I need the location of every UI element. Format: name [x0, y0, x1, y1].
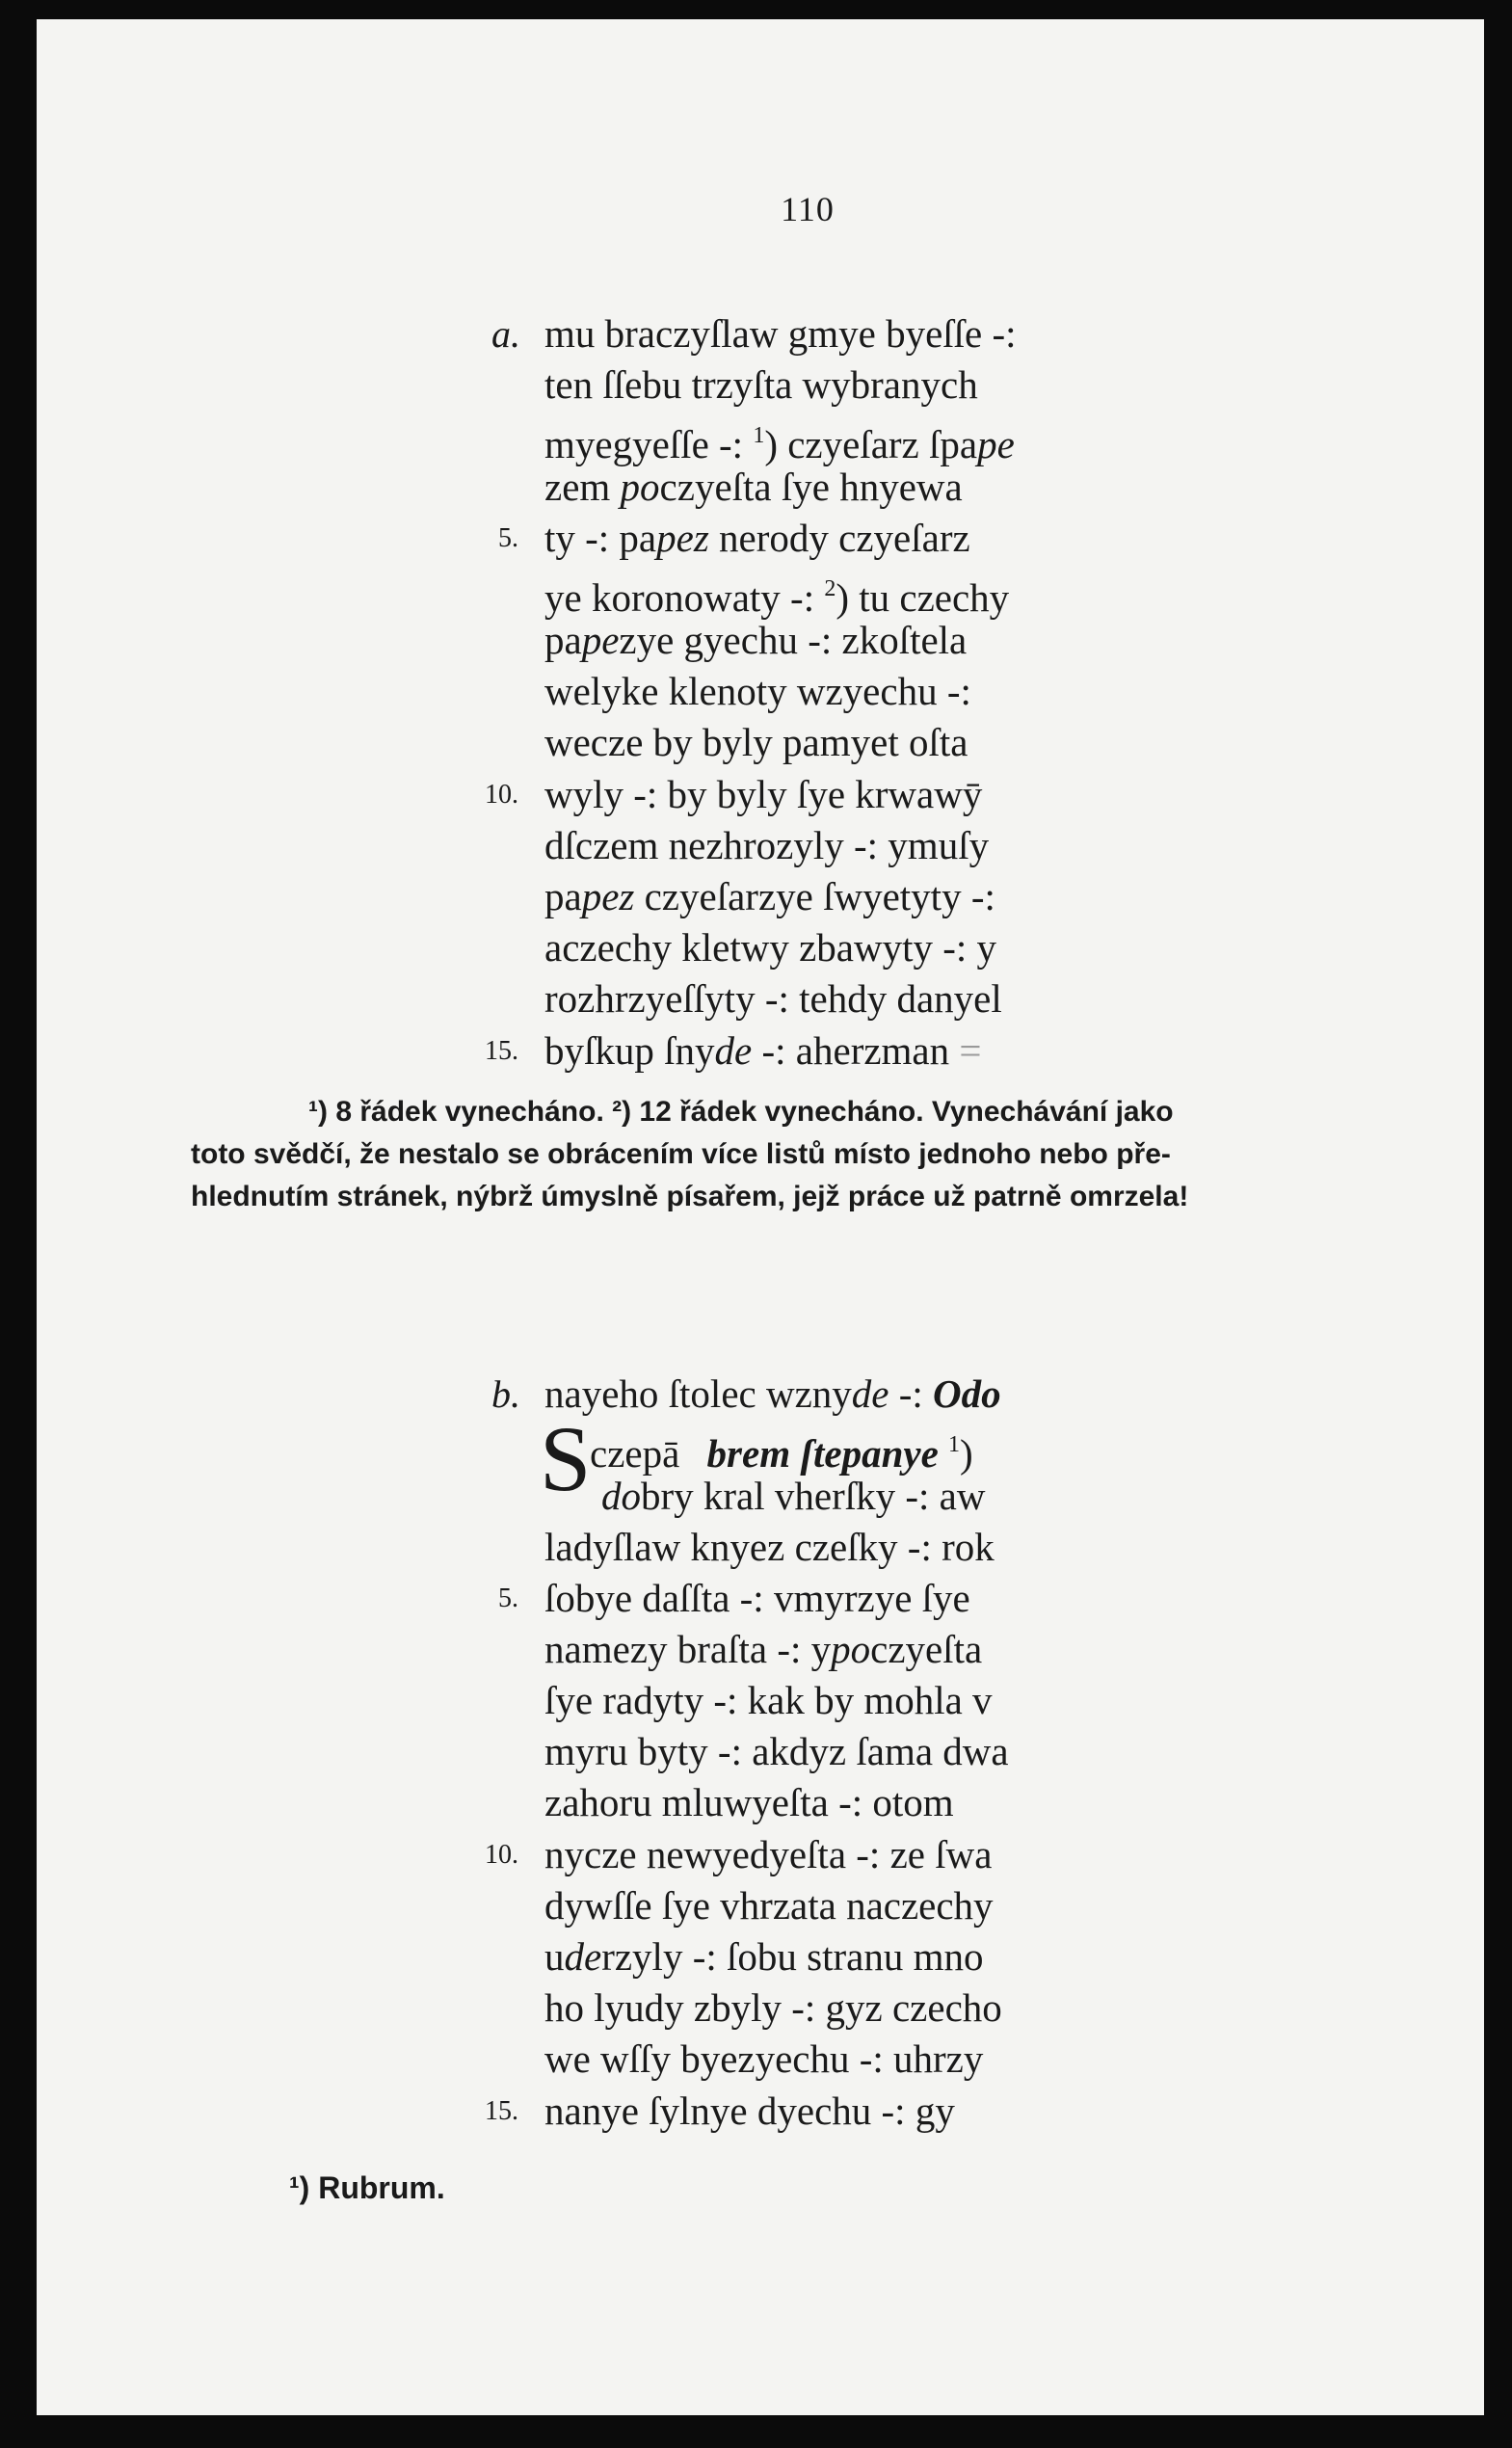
verse-line: papez czyeſarzye ſwyetyty -:	[544, 874, 995, 918]
line-number: 15.	[485, 2096, 518, 2126]
verse-line: namezy braſta -: ypoczyeſta	[544, 1627, 983, 1671]
section-a-mark: a.	[491, 312, 520, 356]
verse-line: ladyſlaw knyez czeſky -: rok	[544, 1525, 995, 1569]
verse-line: uderzyly -: ſobu stranu mno	[544, 1934, 984, 1979]
verse-line: ten ſſebu trzyſta wybranych	[544, 362, 978, 407]
verse-line: nanye ſylnye dyechu -: gy	[544, 2089, 955, 2133]
line-number: 5.	[498, 523, 518, 553]
verse-line: dywſſe ſye vhrzata naczechy	[544, 1883, 994, 1928]
verse-line: mu braczyſlaw gmye byeſſe -:	[544, 311, 1017, 356]
verse-line: myegyeſſe -: $^1$) czyeſarz ſpape	[544, 422, 1015, 466]
verse-line: dſczem nezhrozyly -: ymuſy	[544, 823, 990, 867]
footnote-line: ¹) 8 řádek vynecháno. ²) 12 řádek vynecháno. Vynechávání jako	[308, 1096, 1174, 1128]
footnote-line: toto svědčí, že nestalo se obrácením více listů místo jednoho nebo pře-	[191, 1138, 1171, 1170]
page-number: 110	[781, 190, 835, 228]
verse-line: zem poczyeſta ſye hnyewa	[544, 465, 963, 509]
drop-initial: S	[540, 1407, 592, 1510]
verse-line: czepā brem ſtepanye $^1$)	[590, 1431, 973, 1476]
verse-line: nycze newyedyeſta -: ze ſwa	[544, 1832, 993, 1876]
verse-line: wecze by byly pamyet oſta	[544, 720, 968, 764]
verse-line: ho lyudy zbyly -: gyz czecho	[544, 1985, 1002, 2030]
footnote-line: hlednutím stránek, nýbrž úmyslně písařem, jejž práce už patrně omrzela!	[191, 1181, 1189, 1212]
verse-line: aczechy kletwy zbawyty -: y	[544, 925, 997, 970]
verse-line: dobry kral vherſky -: aw	[601, 1474, 986, 1518]
verse-line: welyke klenoty wzyechu -:	[544, 669, 971, 713]
verse-line: ye koronowaty -: $^2$) tu czechy	[544, 575, 1010, 620]
verse-line: rozhrzyeſſyty -: tehdy danyel	[544, 976, 1002, 1021]
section-b-mark: b.	[491, 1372, 520, 1416]
page	[37, 19, 1484, 2415]
line-number: 10.	[485, 780, 518, 810]
verse-line: wyly -: by byly ſye krwawȳ	[544, 772, 983, 816]
verse-line: we wſſy byezyechu -: uhrzy	[544, 2036, 984, 2081]
verse-line: ſobye daſſta -: vmyrzye ſye	[544, 1576, 970, 1620]
verse-line: ty -: papez nerody czyeſarz	[544, 516, 970, 560]
verse-line: byſkup ſnyde -: aherzman =	[544, 1028, 982, 1073]
line-number: 5.	[498, 1583, 518, 1613]
footnote-b: ¹) Rubrum.	[289, 2170, 445, 2205]
footnote-a	[191, 1091, 1376, 1218]
verse-line: zahoru mluwyeſta -: otom	[544, 1780, 954, 1824]
verse-line: ſye radyty -: kak by mohla v	[544, 1678, 993, 1722]
verse-line: myru byty -: akdyz ſama dwa	[544, 1729, 1009, 1773]
line-number: 15.	[485, 1036, 518, 1066]
line-number: 10.	[485, 1840, 518, 1870]
verse-line: nayeho ſtolec wznyde -: Odo	[544, 1371, 1001, 1416]
verse-line: papezye gyechu -: zkoſtela	[544, 618, 968, 662]
